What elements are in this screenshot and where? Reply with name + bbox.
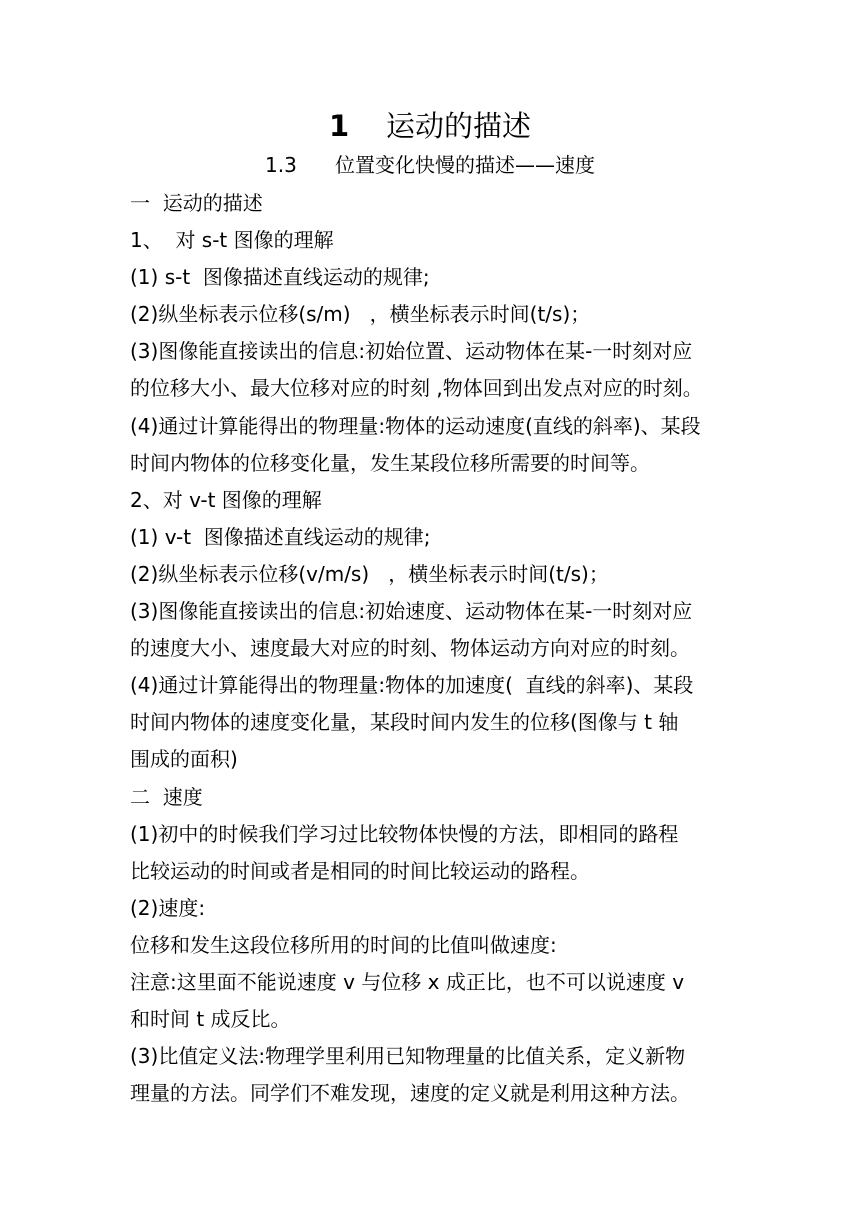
section-heading: 二 速度: [130, 784, 203, 809]
title-text: 运动的描述: [386, 109, 532, 143]
paragraph-line: 时间内物体的速度变化量，某段时间内发生的位移(图像与 t 轴: [130, 710, 679, 735]
paragraph-line: (1) s-t 图像描述直线运动的规律;: [130, 265, 430, 290]
page-subtitle: 1.3 位置变化快慢的描述——速度: [265, 153, 595, 177]
title-number: 1: [328, 109, 350, 143]
paragraph-line: (3)比值定义法:物理学里利用已知物理量的比值关系，定义新物: [130, 1044, 686, 1069]
paragraph-line: 比较运动的时间或者是相同的时间比较运动的路程。: [130, 858, 590, 883]
paragraph-line: 的位移大小、最大位移对应的时刻 ,物体回到出发点对应的时刻。: [130, 376, 703, 401]
paragraph-line: (1)初中的时候我们学习过比较物体快慢的方法，即相同的路程: [130, 821, 679, 846]
paragraph-line: 位移和发生这段位移所用的时间的比值叫做速度:: [130, 932, 557, 957]
paragraph-line: 理量的方法。同学们不难发现，速度的定义就是利用这种方法。: [130, 1081, 690, 1106]
paragraph-line: (1) v-t 图像描述直线运动的规律;: [130, 524, 431, 549]
paragraph-line: (2)纵坐标表示位移(s/m) ，横坐标表示时间(t/s)；: [130, 302, 591, 327]
paragraph-line: (4)通过计算能得出的物理量:物体的运动速度(直线的斜率)、某段: [130, 413, 701, 438]
paragraph-line: 围成的面积): [130, 747, 238, 772]
page-title: [0, 104, 860, 148]
paragraph-line: 时间内物体的位移变化量，发生某段位移所需要的时间等。: [130, 450, 650, 475]
subsection-heading: 2、对 v-t 图像的理解: [130, 487, 322, 512]
paragraph-line: (4)通过计算能得出的物理量:物体的加速度( 直线的斜率)、某段: [130, 673, 694, 698]
paragraph-line: (3)图像能直接读出的信息:初始位置、运动物体在某-一时刻对应: [130, 339, 693, 364]
paragraph-line: 注意:这里面不能说速度 v 与位移 x 成正比，也不可以说速度 v: [130, 969, 685, 994]
paragraph-line: 和时间 t 成反比。: [130, 1007, 291, 1032]
paragraph-line: (3)图像能直接读出的信息:初始速度、运动物体在某-一时刻对应: [130, 599, 693, 624]
section-heading: 一 运动的描述: [130, 191, 263, 215]
paragraph-line: (2)纵坐标表示位移(v/m/s) ，横坐标表示时间(t/s)；: [130, 561, 609, 586]
title-spacer: [349, 109, 386, 143]
paragraph-line: (2)速度:: [130, 895, 206, 920]
document-body: [130, 185, 740, 1112]
paragraph-line: 的速度大小、速度最大对应的时刻、物体运动方向对应的时刻。: [130, 636, 690, 661]
subsection-heading: 1、 对 s-t 图像的理解: [130, 228, 334, 253]
